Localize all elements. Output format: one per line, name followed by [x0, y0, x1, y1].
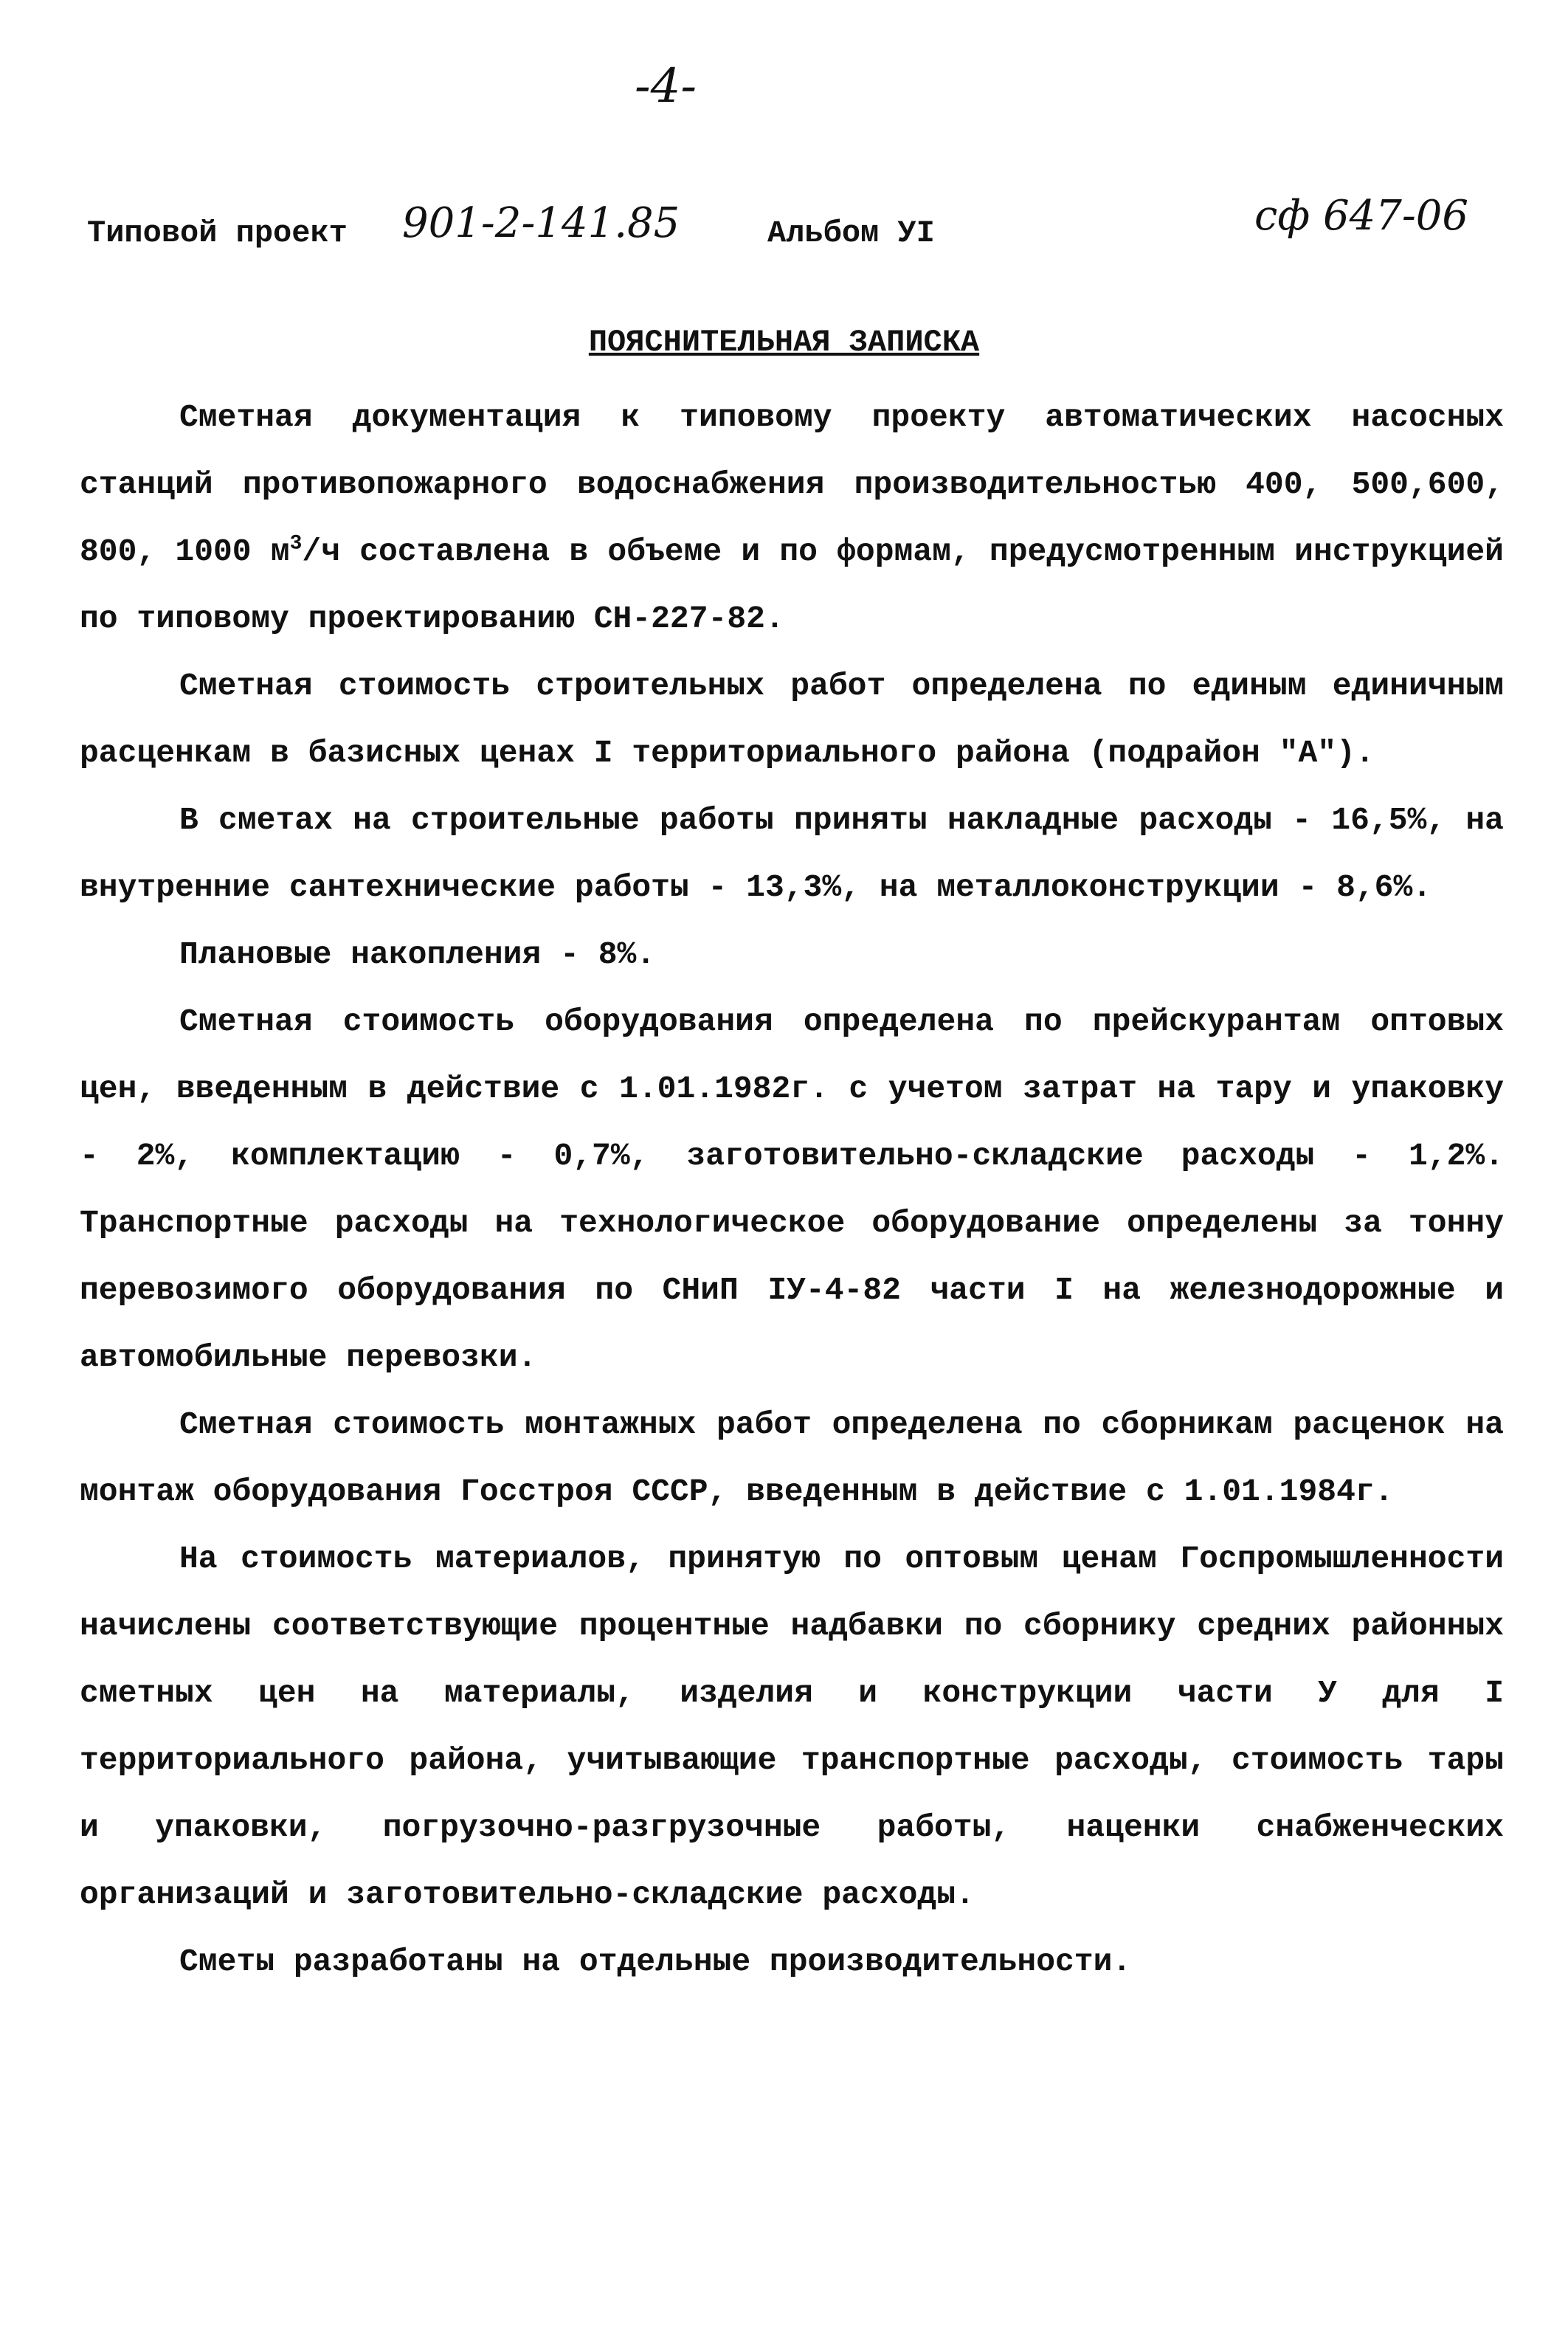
- archive-stamp-handwritten: сф 647-06: [1254, 192, 1469, 240]
- paragraph-installation-cost: Сметная стоимость монтажных работ определена по сборникам расценок на монтаж оборудования Госстроя СССР, введенным в действие с 1.01.1984г.: [80, 1406, 1504, 1510]
- paragraph-equipment-cost: Сметная стоимость оборудования определена по прейскурантам оптовых цен, введенным в действие с 1.01.1982г. с учетом затрат на тару и упаковку - 2%, комплектацию - 0,7%, заготовительно-складские расходы - 1,2%. Транспортные расходы на технологическое оборудование определены за тонну перевозимого оборудования по СНиП IУ-4-82 части I на железнодорожные и автомобильные перевозки.: [80, 1004, 1504, 1375]
- paragraph-intro: [80, 384, 1504, 652]
- paragraph-overheads: В сметах на строительные работы приняты накладные расходы - 16,5%, на внутренние сантехнические работы - 13,3%, на металлоконструкции - 8,6%.: [80, 802, 1504, 905]
- document-header: [0, 192, 1568, 266]
- page-number: -4-: [635, 59, 697, 114]
- paragraph-materials-cost: На стоимость материалов, принятую по оптовым ценам Госпромышленности начислены соответствующие процентные надбавки по сборнику средних районных сметных цен на материалы, изделия и конструкции части У для I территориального района, учитывающие транспортные расходы, стоимость тары и упаковки, погрузочно-разгрузочные работы, наценки снабженческих организаций и заготовительно-складские расходы.: [80, 1541, 1504, 1913]
- document-body: [80, 384, 1504, 1995]
- paragraph-intro-part-a: Сметная документация к типовому проекту автоматических насосных станций противопожарного водоснабжения производительностью 400, 500,600, 800, 1000 м: [80, 399, 1504, 570]
- project-code-handwritten: 901-2-141.85: [402, 199, 680, 247]
- paragraph-planned-savings: Плановые накопления - 8%.: [179, 936, 656, 973]
- paragraph-intro-part-b: /ч составлена в объеме и по формам, предусмотренным инструкцией по типовому проектированию СН-227-82.: [80, 533, 1504, 637]
- project-label: Типовой проект: [87, 215, 348, 251]
- paragraph-construction-cost: Сметная стоимость строительных работ определена по единым единичным расценкам в базисных ценах I территориального района (подрайон "А").: [80, 668, 1504, 771]
- album-label: Альбом УI: [767, 215, 935, 251]
- document-title: ПОЯСНИТЕЛЬНАЯ ЗАПИСКА: [588, 325, 980, 360]
- paragraph-estimates: Сметы разработаны на отдельные производительности.: [179, 1944, 1132, 1980]
- superscript-cubic: 3: [289, 532, 303, 556]
